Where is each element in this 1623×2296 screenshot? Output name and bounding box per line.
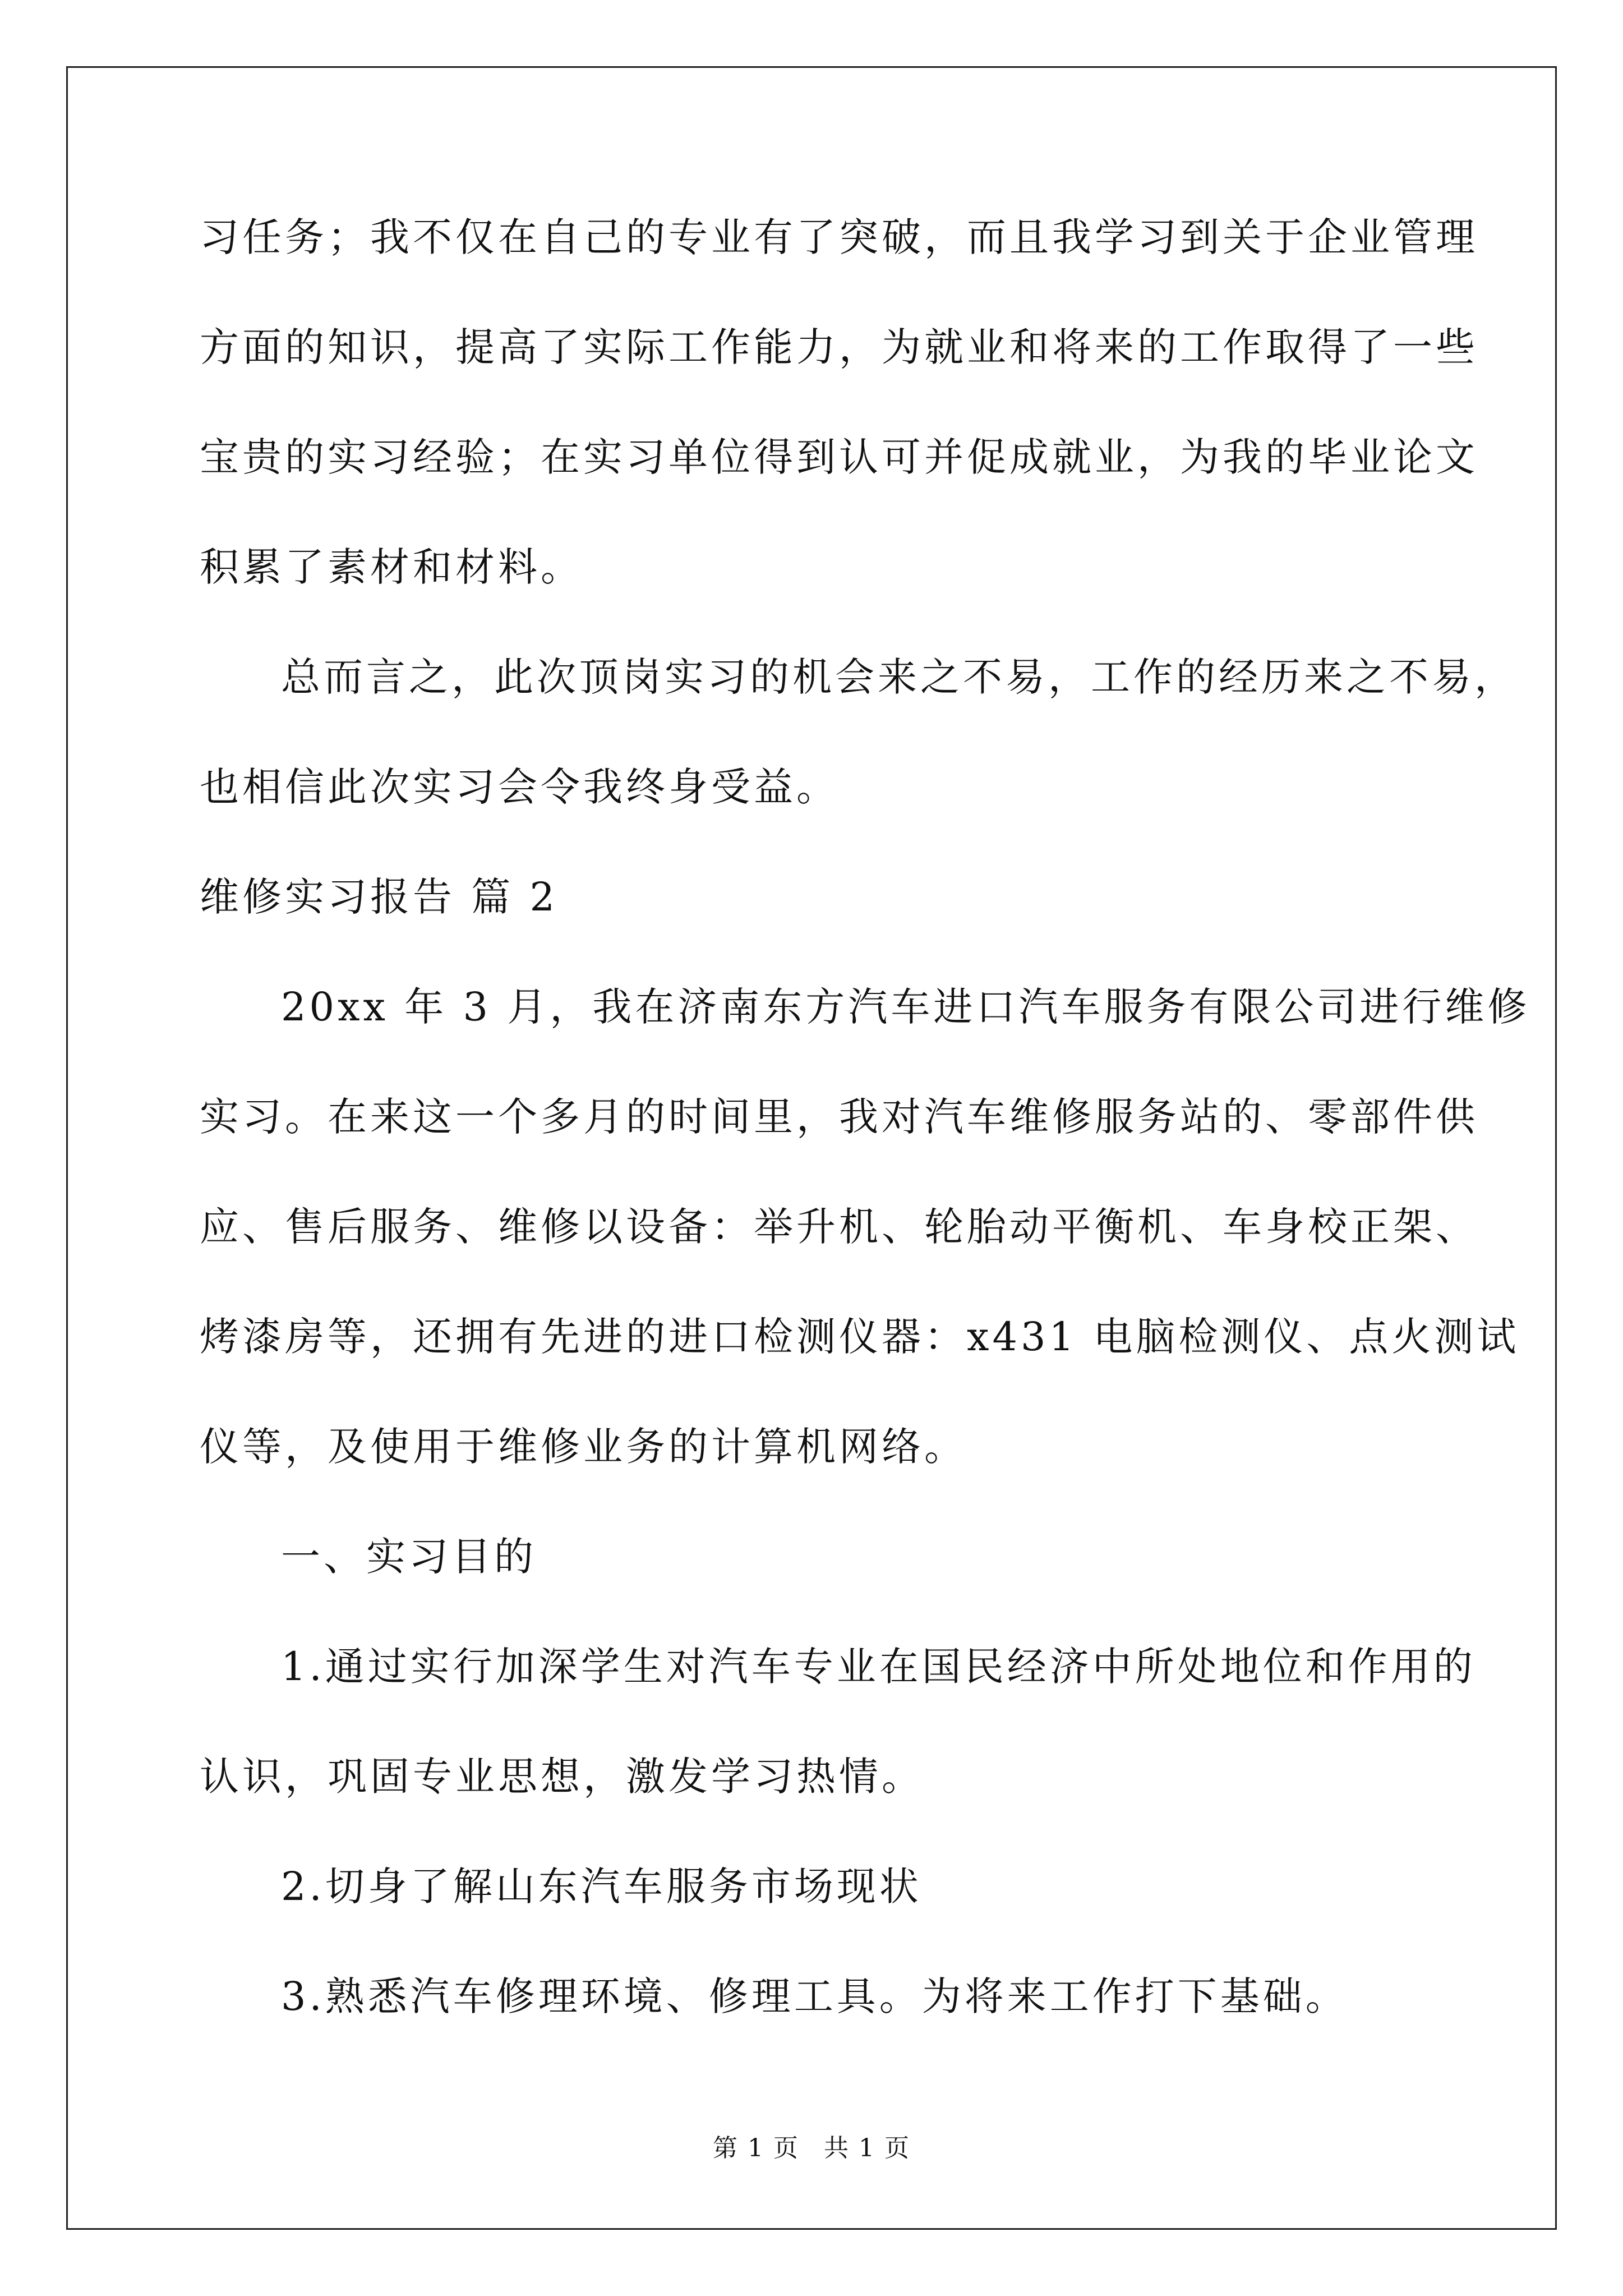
page-number: 第 1 页 (713, 2134, 799, 2162)
text-line: 积累了素材和材料。 (200, 544, 583, 590)
text-line: 实习。在来这一个多月的时间里，我对汽车维修服务站的、零部件供 (200, 1094, 1478, 1140)
page-footer (0, 2132, 1623, 2165)
section-heading: 维修实习报告 篇 2 (200, 874, 559, 920)
text-line: 总而言之，此次顶岗实习的机会来之不易，工作的经历来之不易， (281, 654, 1517, 700)
text-line: 20xx 年 3 月，我在济南东方汽车进口汽车服务有限公司进行维修 (281, 984, 1530, 1030)
list-item: 1.通过实行加深学生对汽车专业在国民经济中所处地位和作用的 (281, 1644, 1476, 1690)
list-item: 2.切身了解山东汽车服务市场现状 (281, 1864, 922, 1910)
list-item: 3.熟悉汽车修理环境、修理工具。为将来工作打下基础。 (281, 1973, 1348, 2019)
text-line: 烤漆房等，还拥有先进的进口检测仪器：x431 电脑检测仪、点火测试 (200, 1314, 1520, 1360)
text-line: 宝贵的实习经验；在实习单位得到认可并促成就业，为我的毕业论文 (200, 434, 1478, 480)
text-line: 应、售后服务、维修以设备：举升机、轮胎动平衡机、车身校正架、 (200, 1204, 1478, 1250)
text-line: 方面的知识，提高了实际工作能力，为就业和将来的工作取得了一些 (200, 324, 1478, 370)
text-line: 也相信此次实习会令我终身受益。 (200, 764, 839, 810)
text-line: 认识，巩固专业思想，激发学习热情。 (200, 1754, 924, 1800)
text-line: 习任务；我不仅在自己的专业有了突破，而且我学习到关于企业管理 (200, 214, 1478, 260)
text-line: 仪等，及使用于维修业务的计算机网络。 (200, 1424, 967, 1470)
page-total: 共 1 页 (824, 2134, 910, 2162)
subheading: 一、实习目的 (281, 1534, 537, 1580)
